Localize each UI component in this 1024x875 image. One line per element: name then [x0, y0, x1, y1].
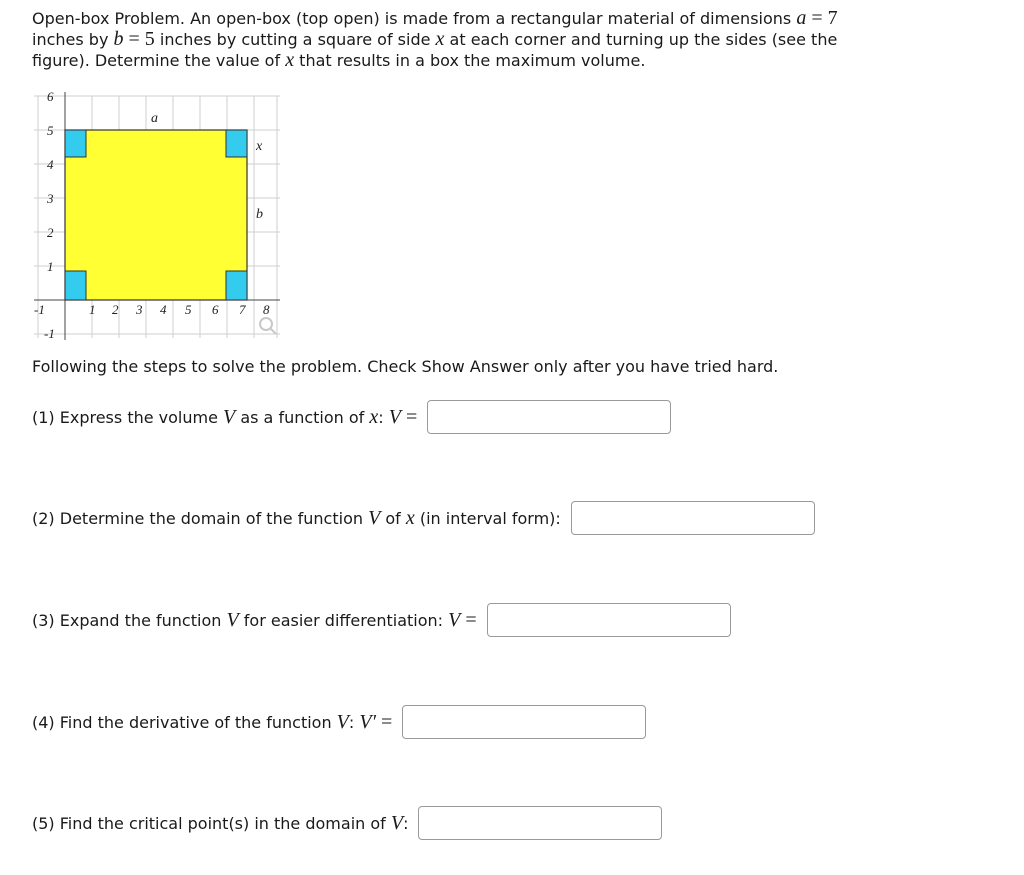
- problem-text: inches by cutting a square of side: [154, 30, 436, 49]
- question-2: [32, 501, 815, 535]
- corner-square: [65, 130, 86, 157]
- x-tick: 2: [112, 302, 119, 317]
- y-tick: 3: [47, 191, 54, 206]
- var-x: x: [285, 49, 295, 71]
- x-tick: 3: [136, 302, 143, 317]
- corner-square: [65, 271, 86, 300]
- problem-text: that results in a box the maximum volume.: [294, 51, 646, 70]
- question-label: (1) Express the volume V as a function of x: V =: [32, 405, 418, 428]
- question-5: [32, 806, 662, 840]
- problem-text: Open-box Problem. An open-box (top open) is made from a rectangular material of dimensions: [32, 9, 797, 28]
- question-label: (5) Find the critical point(s) in the domain of V:: [32, 811, 409, 834]
- corner-square: [226, 130, 247, 157]
- y-tick: 5: [47, 123, 54, 138]
- x-tick: 7: [239, 302, 246, 317]
- label-a: a: [151, 111, 158, 126]
- var-a: a: [796, 7, 807, 29]
- equals-5: = 5: [123, 28, 155, 50]
- corner-square: [226, 271, 247, 300]
- answer-input-1[interactable]: [427, 400, 671, 434]
- instructions: Following the steps to solve the problem. Check Show Answer only after you have tried hard.: [32, 357, 779, 376]
- answer-input-4[interactable]: [402, 705, 646, 739]
- answer-input-2[interactable]: [571, 501, 815, 535]
- answer-input-5[interactable]: [418, 806, 662, 840]
- x-tick: 4: [160, 302, 167, 317]
- question-3: [32, 603, 731, 637]
- label-b: b: [256, 207, 263, 222]
- problem-text: at each corner and turning up the sides (see the figure). Determine the value of: [32, 30, 838, 70]
- var-b: b: [113, 28, 124, 50]
- y-tick: 1: [47, 259, 54, 274]
- x-tick: 8: [263, 302, 270, 317]
- label-x: x: [256, 139, 263, 154]
- y-tick: 2: [47, 225, 54, 240]
- question-label: (4) Find the derivative of the function V: V′ =: [32, 710, 393, 733]
- question-label: (3) Expand the function V for easier differentiation: V =: [32, 608, 477, 631]
- y-tick: 4: [47, 157, 54, 172]
- var-x: x: [435, 28, 445, 50]
- question-4: [32, 705, 646, 739]
- magnifier-icon[interactable]: [260, 318, 276, 334]
- question-label: (2) Determine the domain of the function V of x (in interval form):: [32, 506, 561, 529]
- box-figure: [30, 88, 290, 344]
- x-tick: 5: [185, 302, 192, 317]
- question-1: [32, 400, 671, 434]
- y-tick: 6: [47, 89, 54, 104]
- y-tick: -1: [44, 326, 55, 341]
- x-tick: 6: [212, 302, 219, 317]
- problem-statement: [32, 8, 862, 71]
- x-tick: -1: [34, 302, 45, 317]
- answer-input-3[interactable]: [487, 603, 731, 637]
- x-tick: 1: [89, 302, 96, 317]
- problem-text: inches by: [32, 30, 114, 49]
- equals-7: = 7: [806, 7, 838, 29]
- sheet: [65, 130, 247, 300]
